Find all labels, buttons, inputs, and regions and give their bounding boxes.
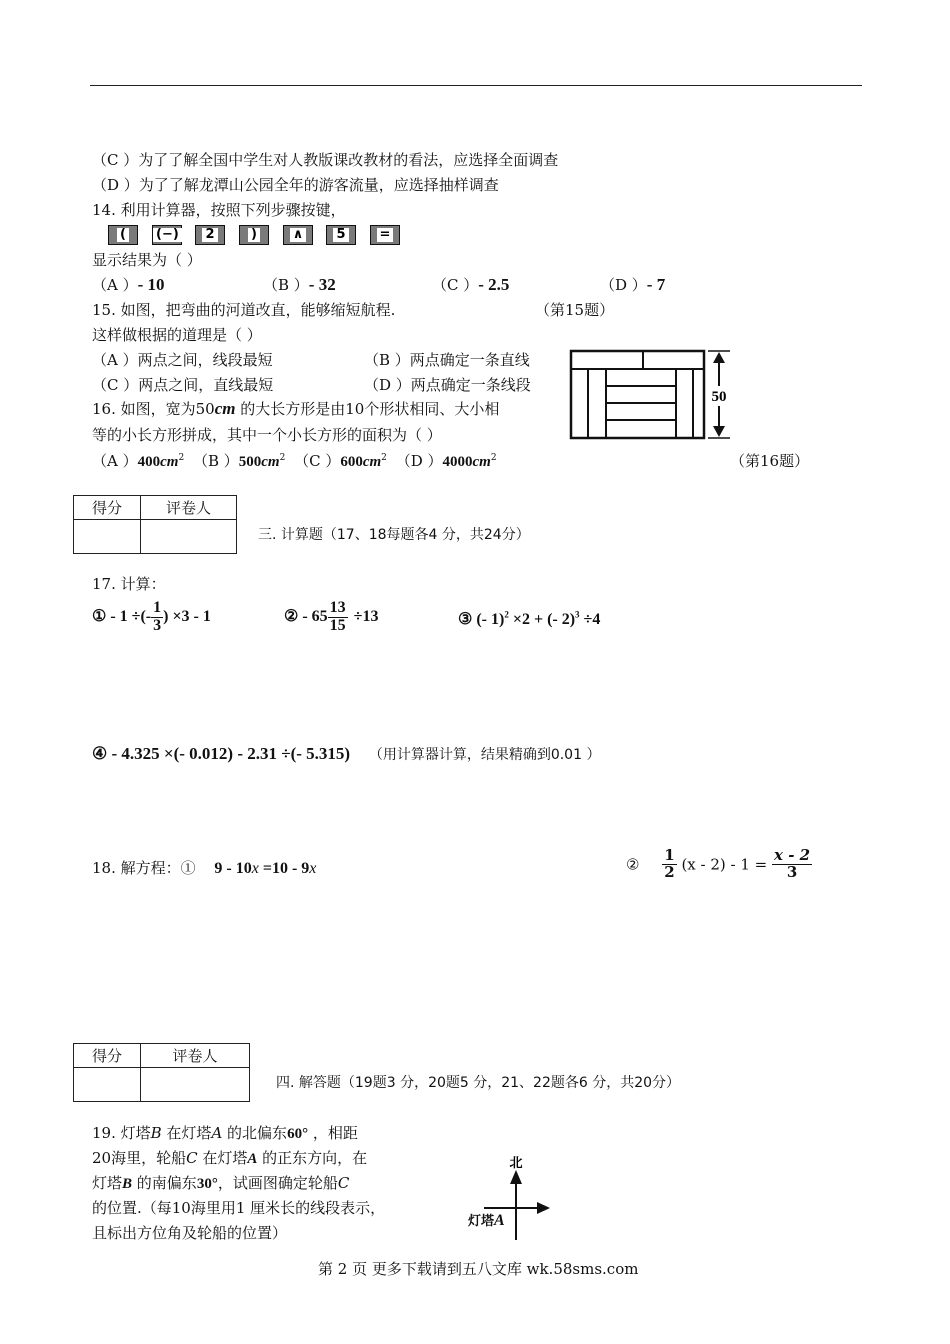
q19-line2: 20海里，轮船C 在灯塔A 的正东方向，在 (92, 1149, 368, 1167)
q17-stem: 17. 计算： (92, 575, 166, 593)
q19-line4: 的位置.（每10海里用1 厘米长的线段表示， (92, 1199, 386, 1217)
grader-cell[interactable] (141, 1068, 250, 1102)
section3-heading: 三. 计算题（17、18每题各4 分，共24分） (258, 527, 530, 543)
q15-stem: 15. 如图，把弯曲的河道改直，能够缩短航程. (92, 301, 396, 319)
q18-stem: 18. 解方程：① 9 - 10x =10 - 9x (92, 859, 317, 877)
q19-line5: 且标出方位角及轮船的位置） (92, 1224, 288, 1242)
q16-dimension-label: 50 (711, 389, 727, 405)
q17-expr-3: ③ (- 1)$^2$ ×2 + (- 2)$^3$ ÷4 (458, 609, 601, 628)
grader-header: 评卷人 (141, 496, 237, 520)
q17-expr-4-line: ④ - 4.325 ×(- 0.012) - 2.31 ÷(- 5.315) （用计算器计算，结果精确到0.01 ） (92, 744, 601, 763)
score-header: 得分 (74, 1044, 141, 1068)
key-open-paren: ( (108, 225, 138, 245)
q13-option-c: （C ）为了了解全国中学生对人教版课改教材的看法，应选择全面调查 (92, 151, 559, 169)
q14-option-b: （B ）- 32 (263, 275, 336, 294)
score-table-section4 (73, 1043, 250, 1102)
q16-stem-line2: 等的小长方形拼成，其中一个小长方形的面积为（ ） (92, 426, 442, 444)
q13-option-d: （D ）为了了解龙潭山公园全年的游客流量，应选择抽样调查 (92, 176, 499, 194)
q17-expr-2: ② - 65 $\frac{13}{15}$ ÷13 (284, 599, 379, 634)
q16-figure-caption: （第16题） (730, 452, 810, 470)
score-cell[interactable] (74, 520, 141, 554)
q14-option-c: （C ）- 2.5 (432, 275, 510, 294)
q16-stem-line1: 16. 如图，宽为50cm 的大长方形是由10个形状相同、大小相 (92, 399, 500, 418)
score-table-section3 (73, 495, 237, 554)
q15-option-a: （A ）两点之间，线段最短 (92, 351, 273, 369)
grader-cell[interactable] (141, 520, 237, 554)
q19-line3: 灯塔B 的南偏东30°，试画图确定轮船C (92, 1174, 350, 1192)
score-cell[interactable] (74, 1068, 141, 1102)
score-header: 得分 (74, 496, 141, 520)
lighthouse-label: 灯塔A (468, 1212, 505, 1229)
q15-option-d: （D ）两点确定一条线段 (364, 376, 531, 394)
q16-options: （A ）$400cm^2$ （B ）$500cm^2$ （C ）$600cm^2$ （D ）$4000cm^2$ (92, 452, 497, 470)
key-negative: (−) (152, 225, 182, 245)
q14-stem: 14. 利用计算器，按照下列步骤按键， (92, 201, 346, 219)
page-footer: 第 2 页 更多下载请到五八文库 wk.58sms.com (318, 1260, 639, 1278)
q15-option-b: （B ）两点确定一条直线 (364, 351, 530, 369)
key-power: ∧ (283, 225, 313, 245)
section4-heading: 四. 解答题（19题3 分，20题5 分，21、22题各6 分，共20分） (276, 1075, 681, 1091)
key-2: 2 (195, 225, 225, 245)
q14-result: 显示结果为（ ） (92, 251, 202, 269)
grader-header: 评卷人 (141, 1044, 250, 1068)
q19-line1: 19. 灯塔B 在灯塔A 的北偏东60° ，相距 (92, 1124, 358, 1142)
header-rule (90, 85, 862, 86)
q17-expr-1: ① - 1 ÷(- $\frac{1}{3}$ ) ×3 - 1 (92, 599, 211, 634)
q15-option-c: （C ）两点之间，直线最短 (92, 376, 274, 394)
key-close-paren: ) (239, 225, 269, 245)
q16-rectangle-figure (568, 348, 738, 444)
q15-reason: 这样做根据的道理是（ ） (92, 326, 262, 344)
q15-figure-caption: （第15题） (535, 301, 615, 319)
q14-options: （A ）- 10 (92, 275, 165, 294)
q18-equation-2: ② $\frac{1}{2}$ (x - 2) - 1 = $\frac{x - 2}{3}$ (626, 846, 811, 881)
q14-option-d: （D ）- 7 (600, 275, 666, 294)
key-equals: = (370, 225, 400, 245)
north-label: 北 (509, 1156, 523, 1171)
key-5: 5 (326, 225, 356, 245)
